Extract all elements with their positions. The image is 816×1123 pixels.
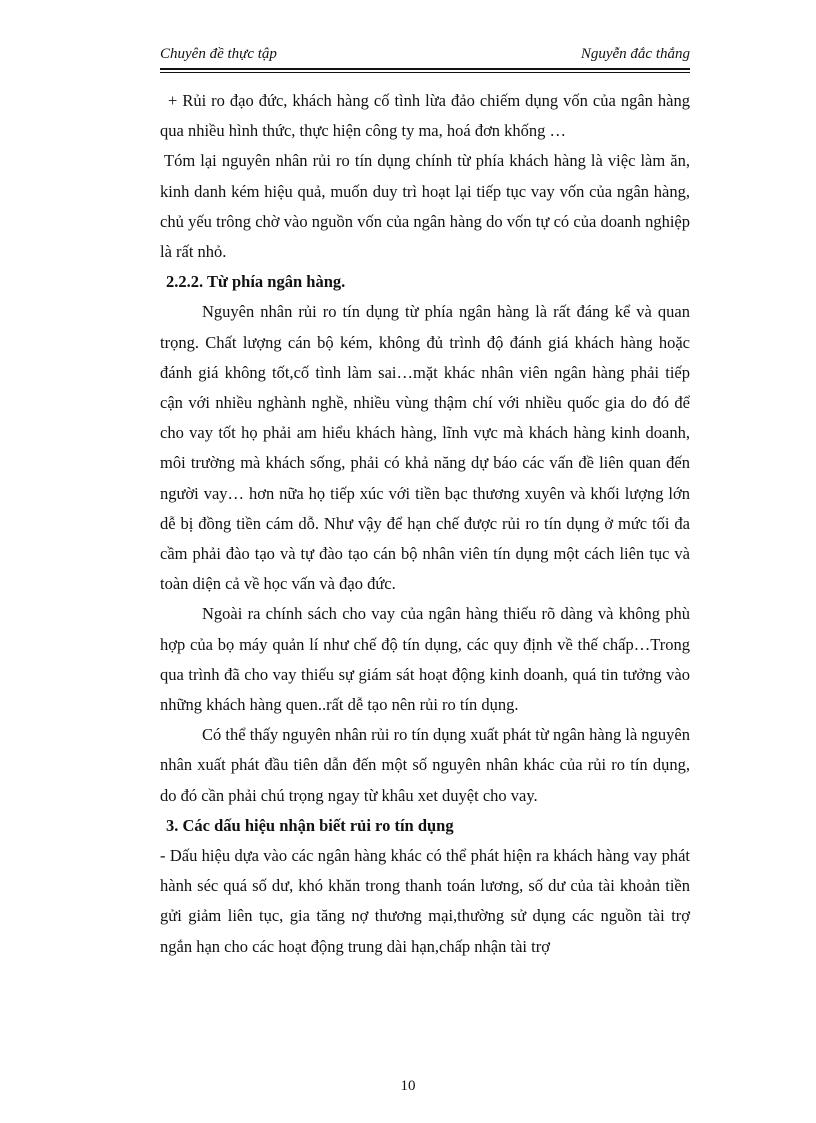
document-body [160,86,690,962]
paragraph-summary-customer-causes: Tóm lại nguyên nhân rủi ro tín dụng chính từ phía khách hàng là việc làm ăn, kinh danh kém hiệu quả, muốn duy trì hoạt lại tiếp tục vay vốn của ngân hàng, chủ yếu trông chờ vào nguồn vốn của ngân hàng do vốn tự có của doanh nghiệp là rất nhỏ. [160,151,690,262]
paragraph-moral-risk: + Rủi ro đạo đức, khách hàng cố tình lừa đảo chiếm dụng vốn của ngân hàng qua nhiều hình thức, thực hiện công ty ma, hoá đơn khống … [160,91,690,141]
section-heading-3: 3. Các dấu hiệu nhận biết rủi ro tín dụng [166,815,454,835]
header-left-title: Chuyên đề thực tập [160,46,277,62]
page-number: 10 [400,1078,416,1094]
paragraph-lending-policy: Ngoài ra chính sách cho vay của ngân hàng thiếu rõ dàng và không phù hợp của bọ máy quản lí như chế độ tín dụng, các quy định về thế chấp…Trong qua trình đã cho vay thiếu sự giám sát hoạt động kinh doanh, quá tin tưởng vào những khách hàng quen..rất dễ tạo nên rủi ro tín dụng. [160,604,690,715]
paragraph-signs: - Dấu hiệu dựa vào các ngân hàng khác có thể phát hiện ra khách hàng vay phát hành séc quá số dư, khó khăn trong thanh toán lương, số dư của tài khoản tiền gửi giảm liên tục, gia tăng nợ thương mại,thường sử dụng các nguồn tài trợ ngắn hạn cho các hoạt động trung dài hạn,chấp nhận tài trợ [160,846,690,956]
section-heading-2-2-2: 2.2.2. Từ phía ngân hàng. [166,272,346,292]
page-header [160,46,690,63]
paragraph-conclusion: Có thể thấy nguyên nhân rủi ro tín dụng xuất phát từ ngân hàng là nguyên nhân xuất phát đầu tiên dẫn đến một số nguyên nhân khác của rủi ro tín dụng, do đó cần phải chú trọng ngay từ khâu xet duyệt cho vay. [160,725,690,805]
header-right-author: Nguyễn đắc thắng [580,46,690,62]
header-divider [160,68,690,73]
paragraph-bank-causes: Nguyên nhân rủi ro tín dụng từ phía ngân hàng là rất đáng kể và quan trọng. Chất lượng cán bộ kém, không đủ trình độ đánh giá khách hàng hoặc đánh giá không tốt,cố tình làm sai…mặt khác nhân viên ngân hàng phải tiếp cận với nhiều nghành nghề, nhiều vùng thậm chí với nhiều quốc gia do đó để cho vay tốt họ phải am hiểu khách hàng, lĩnh vực mà khách hàng kinh doanh, môi trường mà khách sống, phải có khả năng dự báo các vấn đề liên quan đến người vay… hơn nữa họ tiếp xúc với tiền bạc thương xuyên và khối lượng lớn dễ bị đồng tiền cám dỗ. Như vậy để hạn chế được rủi ro tín dụng ở mức tối đa cầm phải đào tạo và tự đào tạo cán bộ nhân viên tín dụng một cách liên tục và toàn diện cả về học vấn và đạo đức. [160,302,690,594]
